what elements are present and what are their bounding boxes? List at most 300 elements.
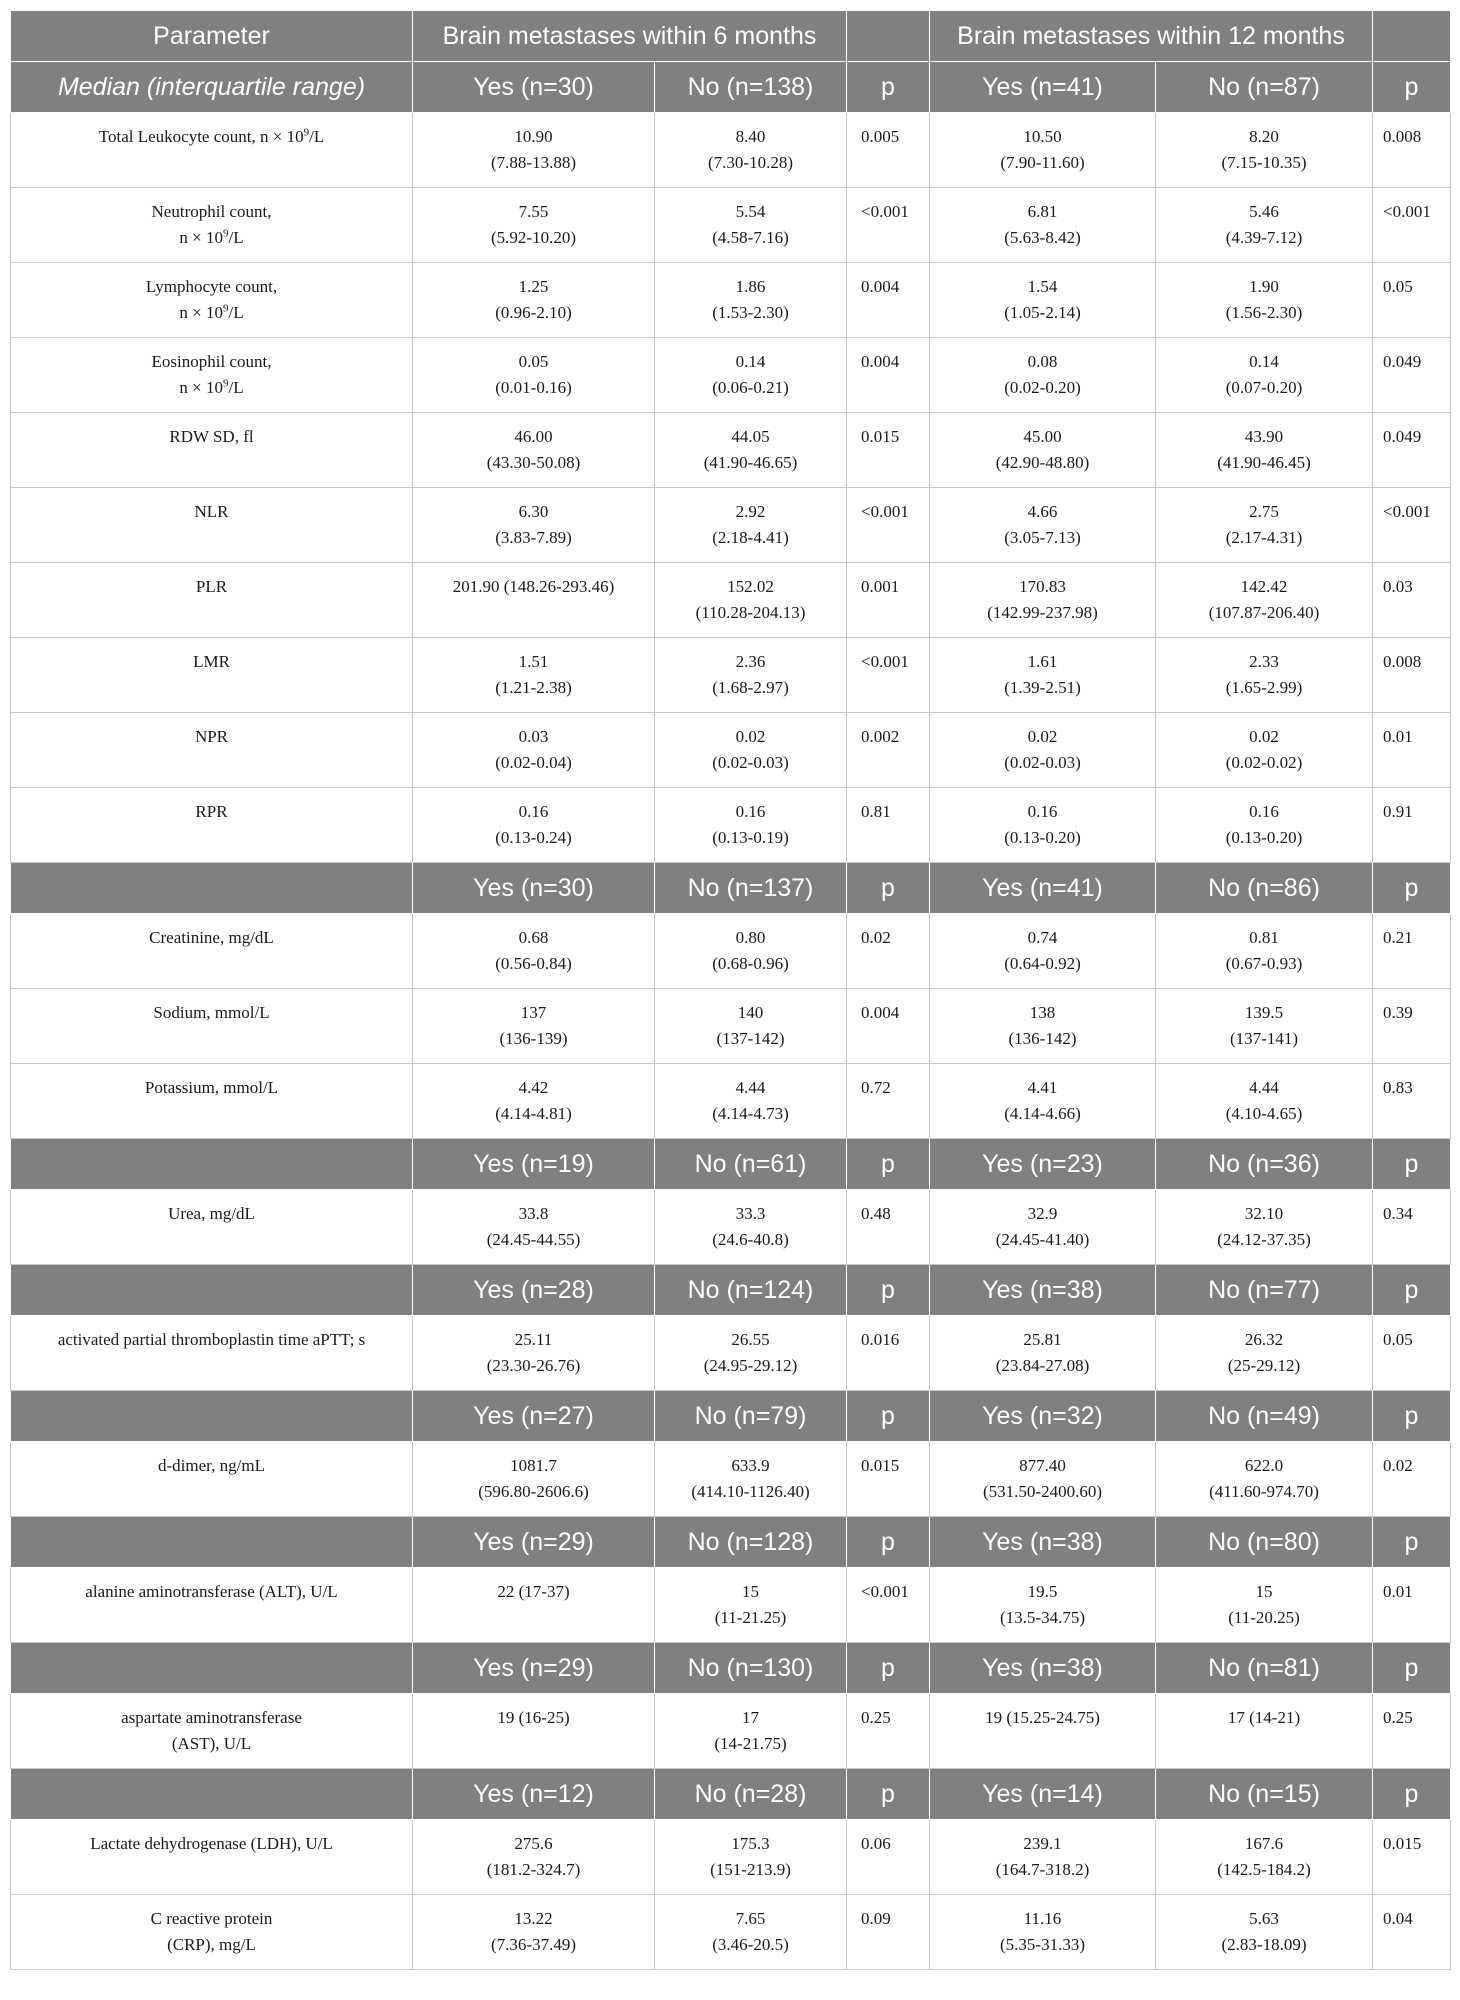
yes-12m-value-line: 0.02: [1027, 727, 1058, 746]
no-12m-header: No (n=15): [1156, 1769, 1373, 1820]
empty-header-cell: [847, 11, 930, 62]
parameter-unit: [11, 225, 412, 251]
no-6m-value-line: 33.3: [735, 1204, 766, 1223]
parameter-label: (AST), U/L: [171, 1734, 252, 1753]
yes-6m-value-line: (3.83-7.89): [495, 528, 572, 547]
table-row: [11, 1694, 1451, 1769]
no-6m-value: [655, 188, 847, 263]
no-12m-header: No (n=86): [1156, 863, 1373, 914]
yes-12m-value-line: (42.90-48.80): [995, 453, 1090, 472]
parameter-cell: [11, 488, 413, 563]
yes-12m-header: Yes (n=38): [930, 1643, 1156, 1694]
no-12m-value-line: (11-20.25): [1228, 1608, 1300, 1627]
unit-text: n × 10: [179, 378, 223, 397]
parameter-unit: [11, 124, 412, 150]
no-6m-value-line: (24.6-40.8): [712, 1230, 789, 1249]
yes-12m-value: [930, 1064, 1156, 1139]
parameter-cell: [11, 1190, 413, 1265]
no-6m-value: [655, 1820, 847, 1895]
no-6m-value-line: (1.53-2.30): [712, 303, 789, 322]
no-12m-value-line: 15: [1255, 1582, 1273, 1601]
parameter-label: activated partial thromboplastin time aPTT; s: [57, 1330, 366, 1349]
p-12m-header: p: [1373, 1265, 1451, 1316]
parameter-label: RDW SD, fl: [169, 427, 254, 446]
no-6m-header: No (n=124): [655, 1265, 847, 1316]
no-12m-value-line: 26.32: [1244, 1330, 1284, 1349]
yes-6m-value: [413, 914, 655, 989]
yes-6m-value-line: 7.55: [518, 202, 549, 221]
no-6m-value-line: 1.86: [735, 277, 766, 296]
no-12m-value-line: (25-29.12): [1227, 1356, 1301, 1375]
p-6m-header: p: [847, 1517, 930, 1568]
no-6m-value-line: (2.18-4.41): [712, 528, 789, 547]
group-header-row: [11, 1643, 1451, 1694]
table-row: [11, 188, 1451, 263]
empty-header-cell: [11, 1643, 413, 1694]
yes-6m-value-line: 1081.7: [510, 1456, 557, 1475]
yes-12m-value: [930, 1442, 1156, 1517]
yes-12m-value-line: (3.05-7.13): [1004, 528, 1081, 547]
no-6m-value-line: 0.16: [735, 802, 766, 821]
table-row: [11, 1895, 1451, 1970]
yes-6m-value-line: (5.92-10.20): [491, 228, 576, 247]
parameter-cell: [11, 1442, 413, 1517]
yes-12m-value-line: (1.05-2.14): [1004, 303, 1081, 322]
table-row: [11, 413, 1451, 488]
p-12m-value: 0.02: [1373, 1442, 1451, 1517]
empty-header-cell: [1373, 11, 1451, 62]
no-12m-value-line: (107.87-206.40): [1208, 603, 1320, 622]
no-6m-value-line: 4.44: [735, 1078, 766, 1097]
table-row: [11, 1820, 1451, 1895]
title-row: [11, 11, 1451, 62]
yes-12m-value-line: (24.45-41.40): [995, 1230, 1090, 1249]
yes-12m-value-line: 1.54: [1027, 277, 1058, 296]
yes-12m-value: [930, 263, 1156, 338]
no-12m-value: [1156, 1694, 1373, 1769]
p-6m-value: <0.001: [847, 488, 930, 563]
yes-12m-value-line: (4.14-4.66): [1004, 1104, 1081, 1123]
group-12m-header: Brain metastases within 12 months: [930, 11, 1373, 62]
p-6m-value: 0.004: [847, 338, 930, 413]
median-iqr-label: Median (interquartile range): [11, 62, 413, 113]
table-row: [11, 1568, 1451, 1643]
yes-12m-value-line: 877.40: [1019, 1456, 1066, 1475]
no-12m-value-line: (7.15-10.35): [1221, 153, 1307, 172]
yes-6m-value-line: 275.6: [514, 1834, 553, 1853]
yes-12m-value: [930, 914, 1156, 989]
p-6m-value: 0.001: [847, 563, 930, 638]
yes-12m-value-line: (531.50-2400.60): [983, 1482, 1102, 1501]
yes-12m-value-line: (5.35-31.33): [1000, 1935, 1085, 1954]
no-6m-header: No (n=79): [655, 1391, 847, 1442]
yes-12m-header: Yes (n=14): [930, 1769, 1156, 1820]
no-12m-value-line: (41.90-46.45): [1217, 453, 1311, 472]
p-6m-value: <0.001: [847, 638, 930, 713]
yes-6m-value: [413, 638, 655, 713]
table-row: [11, 788, 1451, 863]
no-6m-header: No (n=138): [655, 62, 847, 113]
yes-12m-value-line: 11.16: [1023, 1909, 1062, 1928]
no-12m-value: [1156, 788, 1373, 863]
p-12m-value: 0.21: [1373, 914, 1451, 989]
parameter-cell: [11, 1064, 413, 1139]
yes-6m-value-line: 10.90: [514, 127, 553, 146]
yes-12m-value-line: (0.02-0.03): [1004, 753, 1081, 772]
p-6m-value: 0.25: [847, 1694, 930, 1769]
yes-6m-value-line: (1.21-2.38): [495, 678, 572, 697]
p-6m-header: p: [847, 62, 930, 113]
no-12m-value-line: (1.56-2.30): [1225, 303, 1303, 322]
no-12m-value: [1156, 1568, 1373, 1643]
parameter-label: Lactate dehydrogenase (LDH), U/L: [90, 1834, 333, 1853]
no-6m-value-line: 7.65: [735, 1909, 766, 1928]
no-6m-value: [655, 488, 847, 563]
yes-6m-value-line: (596.80-2606.6): [478, 1482, 589, 1501]
yes-12m-value-line: (1.39-2.51): [1004, 678, 1081, 697]
yes-12m-header: Yes (n=38): [930, 1265, 1156, 1316]
yes-12m-value: [930, 413, 1156, 488]
yes-12m-value-line: (23.84-27.08): [995, 1356, 1090, 1375]
yes-12m-value-line: 0.08: [1027, 352, 1058, 371]
yes-12m-value-line: 170.83: [1019, 577, 1066, 596]
parameter-label: LMR: [193, 652, 230, 671]
yes-6m-value-line: 1.25: [518, 277, 549, 296]
yes-12m-value-line: 45.00: [1023, 427, 1062, 446]
yes-6m-value: [413, 713, 655, 788]
parameter-unit: [11, 300, 412, 326]
yes-12m-value-line: 1.61: [1027, 652, 1058, 671]
parameter-cell: [11, 1694, 413, 1769]
parameter-label: d-dimer, ng/mL: [158, 1456, 265, 1475]
p-12m-value: 0.01: [1373, 713, 1451, 788]
yes-6m-value: [413, 413, 655, 488]
no-6m-value: [655, 1190, 847, 1265]
parameter-cell: [11, 1895, 413, 1970]
yes-6m-value: [413, 563, 655, 638]
p-6m-value: 0.06: [847, 1820, 930, 1895]
no-12m-value-line: 43.90: [1244, 427, 1284, 446]
parameter-label: Creatinine, mg/dL: [149, 928, 274, 947]
no-12m-value: [1156, 263, 1373, 338]
no-12m-value-line: 0.02: [1249, 727, 1279, 746]
parameter-label: NPR: [194, 727, 229, 746]
yes-6m-value: [413, 188, 655, 263]
no-12m-value-line: 1.90: [1249, 277, 1279, 296]
p-12m-value: 0.83: [1373, 1064, 1451, 1139]
yes-12m-value-line: (0.02-0.20): [1004, 378, 1081, 397]
p-6m-value: 0.005: [847, 113, 930, 188]
no-6m-value-line: 26.55: [731, 1330, 770, 1349]
parameter-label: Sodium, mmol/L: [153, 1003, 270, 1022]
yes-6m-value-line: 13.22: [514, 1909, 553, 1928]
p-12m-value: 0.91: [1373, 788, 1451, 863]
yes-12m-value: [930, 788, 1156, 863]
table-row: [11, 1316, 1451, 1391]
p-6m-header: p: [847, 1265, 930, 1316]
no-6m-value-line: (0.68-0.96): [712, 954, 789, 973]
yes-6m-value: [413, 1442, 655, 1517]
no-6m-value-line: (0.06-0.21): [712, 378, 789, 397]
yes-6m-value-line: (0.13-0.24): [495, 828, 572, 847]
empty-header-cell: [11, 863, 413, 914]
yes-12m-value-line: (164.7-318.2): [995, 1860, 1090, 1879]
yes-6m-value: [413, 263, 655, 338]
no-6m-header: No (n=128): [655, 1517, 847, 1568]
yes-6m-value-line: 201.90 (148.26-293.46): [452, 577, 615, 596]
no-12m-header: No (n=49): [1156, 1391, 1373, 1442]
yes-6m-value: [413, 1694, 655, 1769]
p-6m-value: 0.72: [847, 1064, 930, 1139]
yes-6m-value: [413, 1190, 655, 1265]
yes-6m-value: [413, 1895, 655, 1970]
p-6m-value: 0.015: [847, 1442, 930, 1517]
yes-6m-value-line: (0.56-0.84): [495, 954, 572, 973]
yes-6m-header: Yes (n=29): [413, 1517, 655, 1568]
parameter-header: Parameter: [11, 11, 413, 62]
table-row: [11, 989, 1451, 1064]
yes-12m-value: [930, 113, 1156, 188]
unit-text: Total Leukocyte count, n × 10: [98, 127, 304, 146]
empty-header-cell: [11, 1517, 413, 1568]
no-6m-value: [655, 914, 847, 989]
p-6m-value: <0.001: [847, 1568, 930, 1643]
no-6m-value-line: (110.28-204.13): [695, 603, 806, 622]
results-table: [10, 10, 1451, 1970]
no-6m-value-line: (0.02-0.03): [712, 753, 789, 772]
yes-12m-value: [930, 338, 1156, 413]
empty-header-cell: [11, 1769, 413, 1820]
no-6m-value-line: 0.14: [735, 352, 766, 371]
yes-12m-value: [930, 188, 1156, 263]
parameter-cell: [11, 788, 413, 863]
table-row: [11, 1442, 1451, 1517]
unit-text: /L: [228, 228, 244, 247]
parameter-label: RPR: [195, 802, 228, 821]
group-6m-header: Brain metastases within 6 months: [413, 11, 847, 62]
yes-6m-value: [413, 338, 655, 413]
no-12m-value: [1156, 638, 1373, 713]
no-6m-value-line: (3.46-20.5): [712, 1935, 789, 1954]
p-12m-header: p: [1373, 863, 1451, 914]
no-6m-value-line: 8.40: [735, 127, 766, 146]
no-12m-header: No (n=36): [1156, 1139, 1373, 1190]
no-12m-value-line: (142.5-184.2): [1217, 1860, 1311, 1879]
no-6m-value-line: 175.3: [731, 1834, 770, 1853]
p-12m-header: p: [1373, 1643, 1451, 1694]
parameter-cell: [11, 989, 413, 1064]
table-row: [11, 914, 1451, 989]
p-6m-value: <0.001: [847, 188, 930, 263]
yes-12m-value: [930, 488, 1156, 563]
parameter-cell: [11, 713, 413, 788]
table-row: [11, 263, 1451, 338]
yes-12m-value: [930, 638, 1156, 713]
no-6m-header: No (n=137): [655, 863, 847, 914]
yes-12m-value-line: (13.5-34.75): [1000, 1608, 1085, 1627]
yes-12m-value: [930, 1190, 1156, 1265]
p-12m-value: 0.015: [1373, 1820, 1451, 1895]
parameter-cell: [11, 1568, 413, 1643]
table-row: [11, 113, 1451, 188]
no-12m-value-line: 17 (14-21): [1227, 1708, 1301, 1727]
no-12m-value-line: (2.17-4.31): [1225, 528, 1303, 547]
yes-6m-value: [413, 788, 655, 863]
no-6m-value: [655, 1442, 847, 1517]
no-6m-value-line: 15: [742, 1582, 759, 1601]
p-6m-value: 0.09: [847, 1895, 930, 1970]
yes-6m-value-line: 25.11: [514, 1330, 553, 1349]
no-6m-value: [655, 989, 847, 1064]
table-body: [11, 11, 1451, 1970]
no-6m-value: [655, 563, 847, 638]
yes-6m-value-line: (23.30-26.76): [486, 1356, 581, 1375]
no-12m-header: No (n=77): [1156, 1265, 1373, 1316]
p-6m-value: 0.02: [847, 914, 930, 989]
empty-header-cell: [11, 1265, 413, 1316]
group-header-row: [11, 1139, 1451, 1190]
yes-6m-value: [413, 113, 655, 188]
yes-6m-value-line: 33.8: [518, 1204, 549, 1223]
yes-12m-header: Yes (n=41): [930, 863, 1156, 914]
parameter-label: NLR: [194, 502, 229, 521]
unit-exponent: 9: [222, 302, 229, 315]
parameter-cell: [11, 413, 413, 488]
yes-6m-value-line: (43.30-50.08): [486, 453, 581, 472]
no-12m-value-line: (0.67-0.93): [1225, 954, 1303, 973]
table-row: [11, 563, 1451, 638]
no-6m-value-line: 140: [737, 1003, 764, 1022]
parameter-label: Eosinophil count,: [151, 352, 272, 371]
yes-12m-value: [930, 563, 1156, 638]
no-12m-value-line: 0.16: [1249, 802, 1279, 821]
yes-12m-header: Yes (n=41): [930, 62, 1156, 113]
group-header-row: [11, 1517, 1451, 1568]
p-12m-value: 0.39: [1373, 989, 1451, 1064]
no-12m-value-line: (411.60-974.70): [1209, 1482, 1319, 1501]
p-12m-value: 0.01: [1373, 1568, 1451, 1643]
parameter-cell: [11, 1820, 413, 1895]
no-12m-value-line: 622.0: [1244, 1456, 1284, 1475]
no-6m-header: No (n=61): [655, 1139, 847, 1190]
yes-6m-value-line: 137: [520, 1003, 547, 1022]
parameter-cell: [11, 1316, 413, 1391]
yes-12m-value-line: (0.64-0.92): [1004, 954, 1081, 973]
p-12m-value: 0.008: [1373, 638, 1451, 713]
no-6m-value-line: 2.92: [735, 502, 766, 521]
yes-6m-value-line: (24.45-44.55): [486, 1230, 581, 1249]
parameter-label: PLR: [195, 577, 228, 596]
yes-6m-value: [413, 1316, 655, 1391]
no-12m-value: [1156, 1190, 1373, 1265]
yes-12m-value: [930, 1820, 1156, 1895]
unit-text: n × 10: [179, 303, 223, 322]
no-12m-value-line: 167.6: [1244, 1834, 1284, 1853]
yes-12m-value: [930, 1895, 1156, 1970]
no-12m-value-line: 139.5: [1244, 1003, 1284, 1022]
no-12m-value: [1156, 1064, 1373, 1139]
no-6m-value-line: (41.90-46.65): [703, 453, 798, 472]
yes-6m-header: Yes (n=30): [413, 62, 655, 113]
yes-6m-value-line: 22 (17-37): [497, 1582, 570, 1601]
yes-12m-value-line: (142.99-237.98): [987, 603, 1098, 622]
p-6m-value: 0.016: [847, 1316, 930, 1391]
no-6m-value-line: 0.80: [735, 928, 766, 947]
yes-6m-value: [413, 488, 655, 563]
unit-text: /L: [228, 378, 244, 397]
yes-6m-value-line: (4.14-4.81): [495, 1104, 572, 1123]
parameter-cell: [11, 188, 413, 263]
no-12m-value: [1156, 413, 1373, 488]
no-12m-value-line: (0.02-0.02): [1225, 753, 1303, 772]
no-6m-value-line: (137-142): [716, 1029, 785, 1048]
yes-6m-value-line: 6.30: [518, 502, 549, 521]
no-12m-value: [1156, 488, 1373, 563]
yes-12m-value-line: 19 (15.25-24.75): [985, 1708, 1100, 1727]
parameter-unit: [11, 375, 412, 401]
no-12m-value: [1156, 1442, 1373, 1517]
p-12m-value: 0.04: [1373, 1895, 1451, 1970]
no-6m-value-line: (7.30-10.28): [708, 153, 793, 172]
group-header-row: [11, 62, 1451, 113]
no-12m-header: No (n=80): [1156, 1517, 1373, 1568]
unit-exponent: 9: [222, 377, 229, 390]
no-6m-value: [655, 713, 847, 788]
yes-6m-header: Yes (n=30): [413, 863, 655, 914]
group-header-row: [11, 863, 1451, 914]
p-12m-header: p: [1373, 1391, 1451, 1442]
yes-12m-value-line: 0.16: [1027, 802, 1058, 821]
yes-6m-header: Yes (n=27): [413, 1391, 655, 1442]
no-6m-header: No (n=28): [655, 1769, 847, 1820]
yes-6m-value-line: 4.42: [518, 1078, 549, 1097]
p-6m-value: 0.48: [847, 1190, 930, 1265]
no-12m-value: [1156, 563, 1373, 638]
empty-header-cell: [11, 1391, 413, 1442]
p-12m-header: p: [1373, 1139, 1451, 1190]
p-12m-value: 0.049: [1373, 413, 1451, 488]
no-12m-value: [1156, 1316, 1373, 1391]
no-12m-value-line: (4.10-4.65): [1225, 1104, 1303, 1123]
unit-exponent: 9: [222, 227, 229, 240]
yes-6m-value-line: 0.16: [518, 802, 549, 821]
yes-6m-header: Yes (n=29): [413, 1643, 655, 1694]
no-6m-value-line: 5.54: [735, 202, 766, 221]
p-12m-value: 0.05: [1373, 1316, 1451, 1391]
no-12m-value-line: (0.13-0.20): [1225, 828, 1303, 847]
no-12m-value-line: 0.14: [1249, 352, 1279, 371]
yes-6m-header: Yes (n=12): [413, 1769, 655, 1820]
yes-12m-value-line: (136-142): [1008, 1029, 1077, 1048]
table-row: [11, 1190, 1451, 1265]
no-6m-value: [655, 113, 847, 188]
yes-6m-value: [413, 989, 655, 1064]
no-12m-value-line: (24.12-37.35): [1217, 1230, 1311, 1249]
no-6m-value: [655, 788, 847, 863]
no-6m-value: [655, 1316, 847, 1391]
no-12m-value-line: 2.33: [1249, 652, 1279, 671]
no-6m-value-line: (151-213.9): [710, 1860, 791, 1879]
no-12m-value-line: 5.46: [1249, 202, 1279, 221]
no-6m-value-line: 44.05: [731, 427, 770, 446]
no-12m-value-line: 5.63: [1249, 1909, 1279, 1928]
yes-6m-value-line: 1.51: [518, 652, 549, 671]
table-row: [11, 1064, 1451, 1139]
yes-12m-value: [930, 1694, 1156, 1769]
yes-6m-header: Yes (n=28): [413, 1265, 655, 1316]
no-6m-value-line: (4.14-4.73): [712, 1104, 789, 1123]
p-12m-value: 0.34: [1373, 1190, 1451, 1265]
